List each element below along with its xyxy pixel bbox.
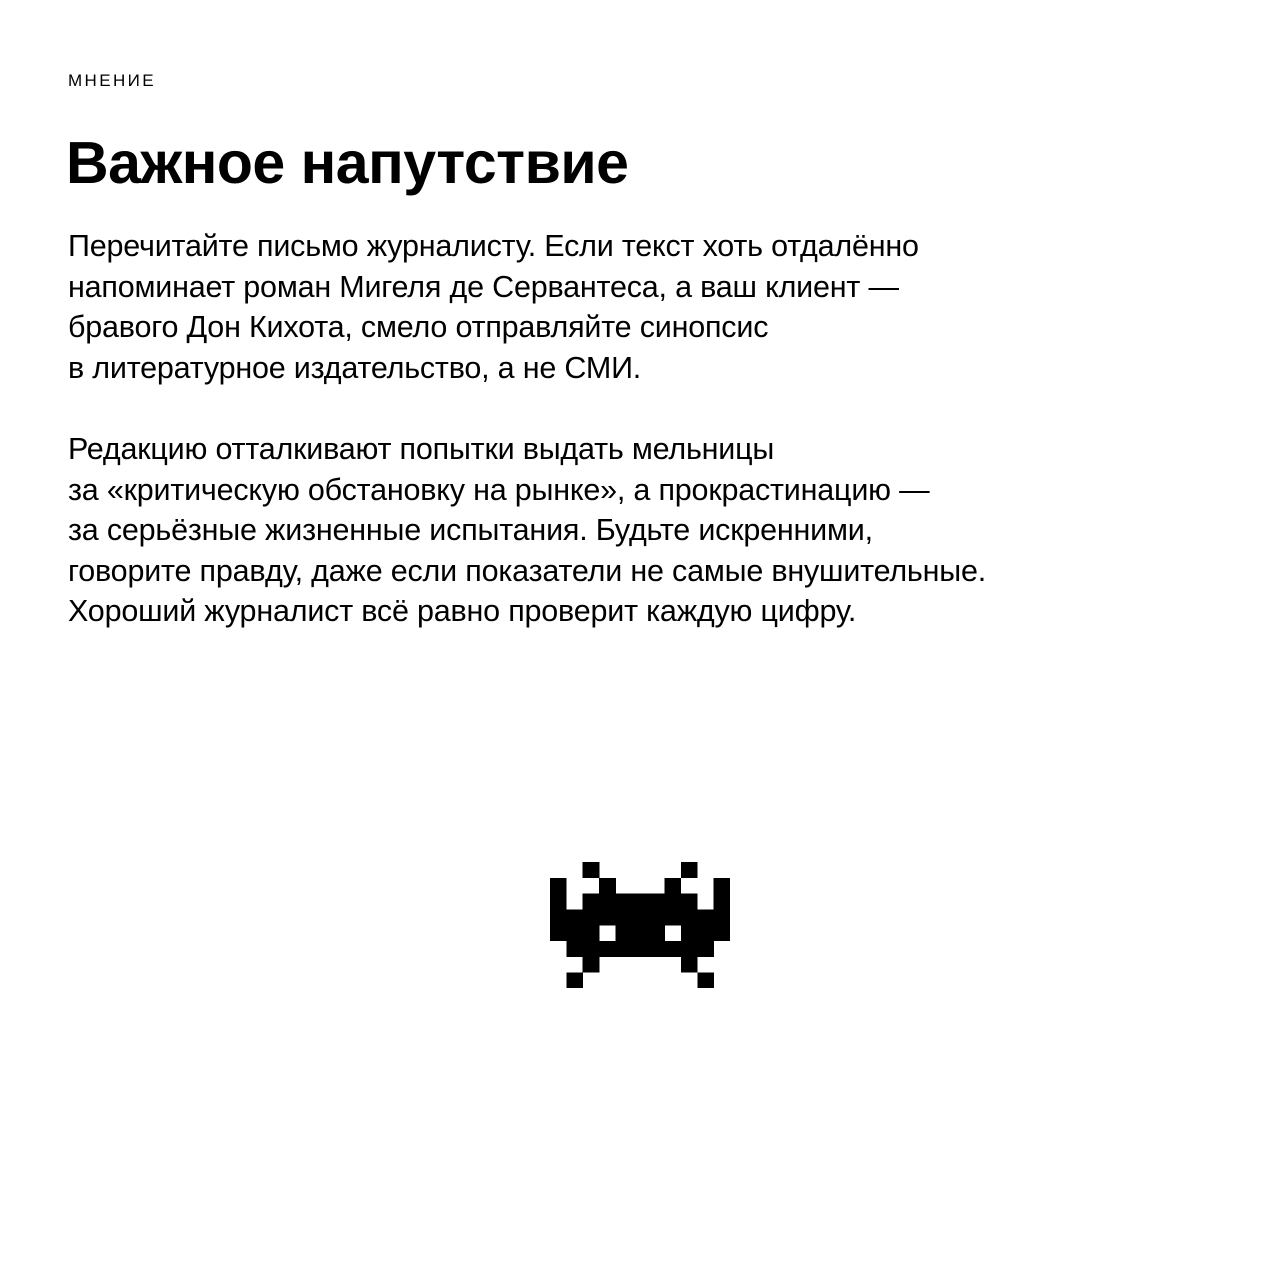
paragraph-2 [68, 429, 986, 632]
paragraph-line: за серьёзные жизненные испытания. Будьте искренними, [68, 513, 873, 548]
paragraph-line: бравого Дон Кихота, смело отправляйте синопсис [68, 310, 769, 345]
paragraph-line: за «критическую обстановку на рынке», а прокрастинацию — [68, 472, 930, 507]
section-kicker: МНЕНИЕ [68, 71, 157, 90]
paragraph-line: напоминает роман Мигеля де Сервантеса, а ваш клиент — [68, 269, 899, 304]
page-title: Важное напутствие [66, 130, 629, 196]
paragraph-1 [68, 226, 919, 388]
space-invader-icon [550, 862, 730, 988]
paragraph-line: Редакцию отталкивают попытки выдать мельницы [68, 432, 775, 466]
paragraph-line: говорите правду, даже если показатели не самые внушительные. [68, 553, 987, 588]
paragraph-line: Хороший журналист всё равно проверит каждую цифру. [68, 594, 857, 629]
paragraph-line: в литературное издательство, а не СМИ. [68, 350, 642, 385]
paragraph-line: Перечитайте письмо журналисту. Если текст хоть отдалённо [68, 229, 919, 263]
